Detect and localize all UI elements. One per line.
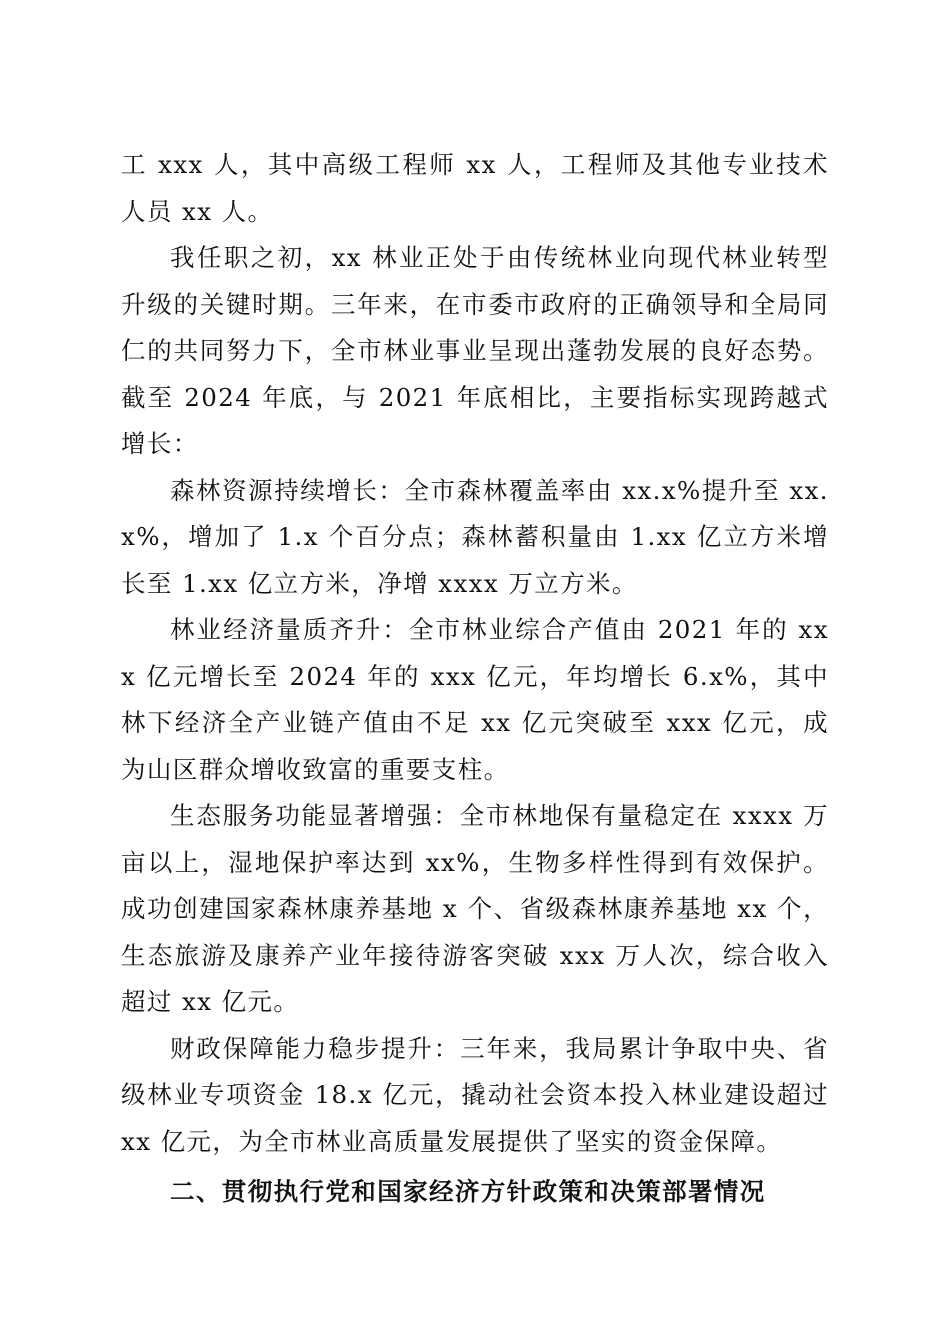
- paragraph-staff-count: 工 xxx 人，其中高级工程师 xx 人，工程师及其他专业技术人员 xx 人。: [121, 150, 829, 226]
- paragraph-ecological-services: 生态服务功能显著增强：全市林地保有量稳定在 xxxx 万亩以上，湿地保护率达到 xx%，生物多样性得到有效保护。成功创建国家森林康养基地 x 个、省级森林康养基地 xx 个，生态旅游及康养产业年接待游客突破 xxx 万人次，综合收入超过 xx 亿元。: [121, 801, 830, 1016]
- paragraph-forest-resources: 森林资源持续增长：全市森林覆盖率由 xx.x%提升至 xx.x%，增加了 1.x 个百分点；森林蓄积量由 1.xx 亿立方米增长至 1.xx 亿立方米，净增 xxxx 万立方米。: [121, 475, 829, 598]
- section-heading: 二、贯彻执行党和国家经济方针政策和决策部署情况: [170, 1177, 766, 1206]
- document-body: [121, 142, 829, 1216]
- paragraph-tenure-overview: 我任职之初，xx 林业正处于由传统林业向现代林业转型升级的关键时期。三年来，在市委市政府的正确领导和全局同仁的共同努力下，全市林业事业呈现出蓬勃发展的良好态势。截至 2024 年底，与 2021 年底相比，主要指标实现跨越式增长：: [121, 243, 829, 458]
- paragraph-forestry-economy: 林业经济量质齐升：全市林业综合产值由 2021 年的 xxx 亿元增长至 2024 年的 xxx 亿元，年均增长 6.x%，其中林下经济全产业链产值由不足 xx 亿元突破至 xxx 亿元，成为山区群众增收致富的重要支柱。: [121, 615, 829, 784]
- paragraph-financial-support: 财政保障能力稳步提升：三年来，我局累计争取中央、省级林业专项资金 18.x 亿元，撬动社会资本投入林业建设超过 xx 亿元，为全市林业高质量发展提供了坚实的资金保障。: [121, 1033, 829, 1156]
